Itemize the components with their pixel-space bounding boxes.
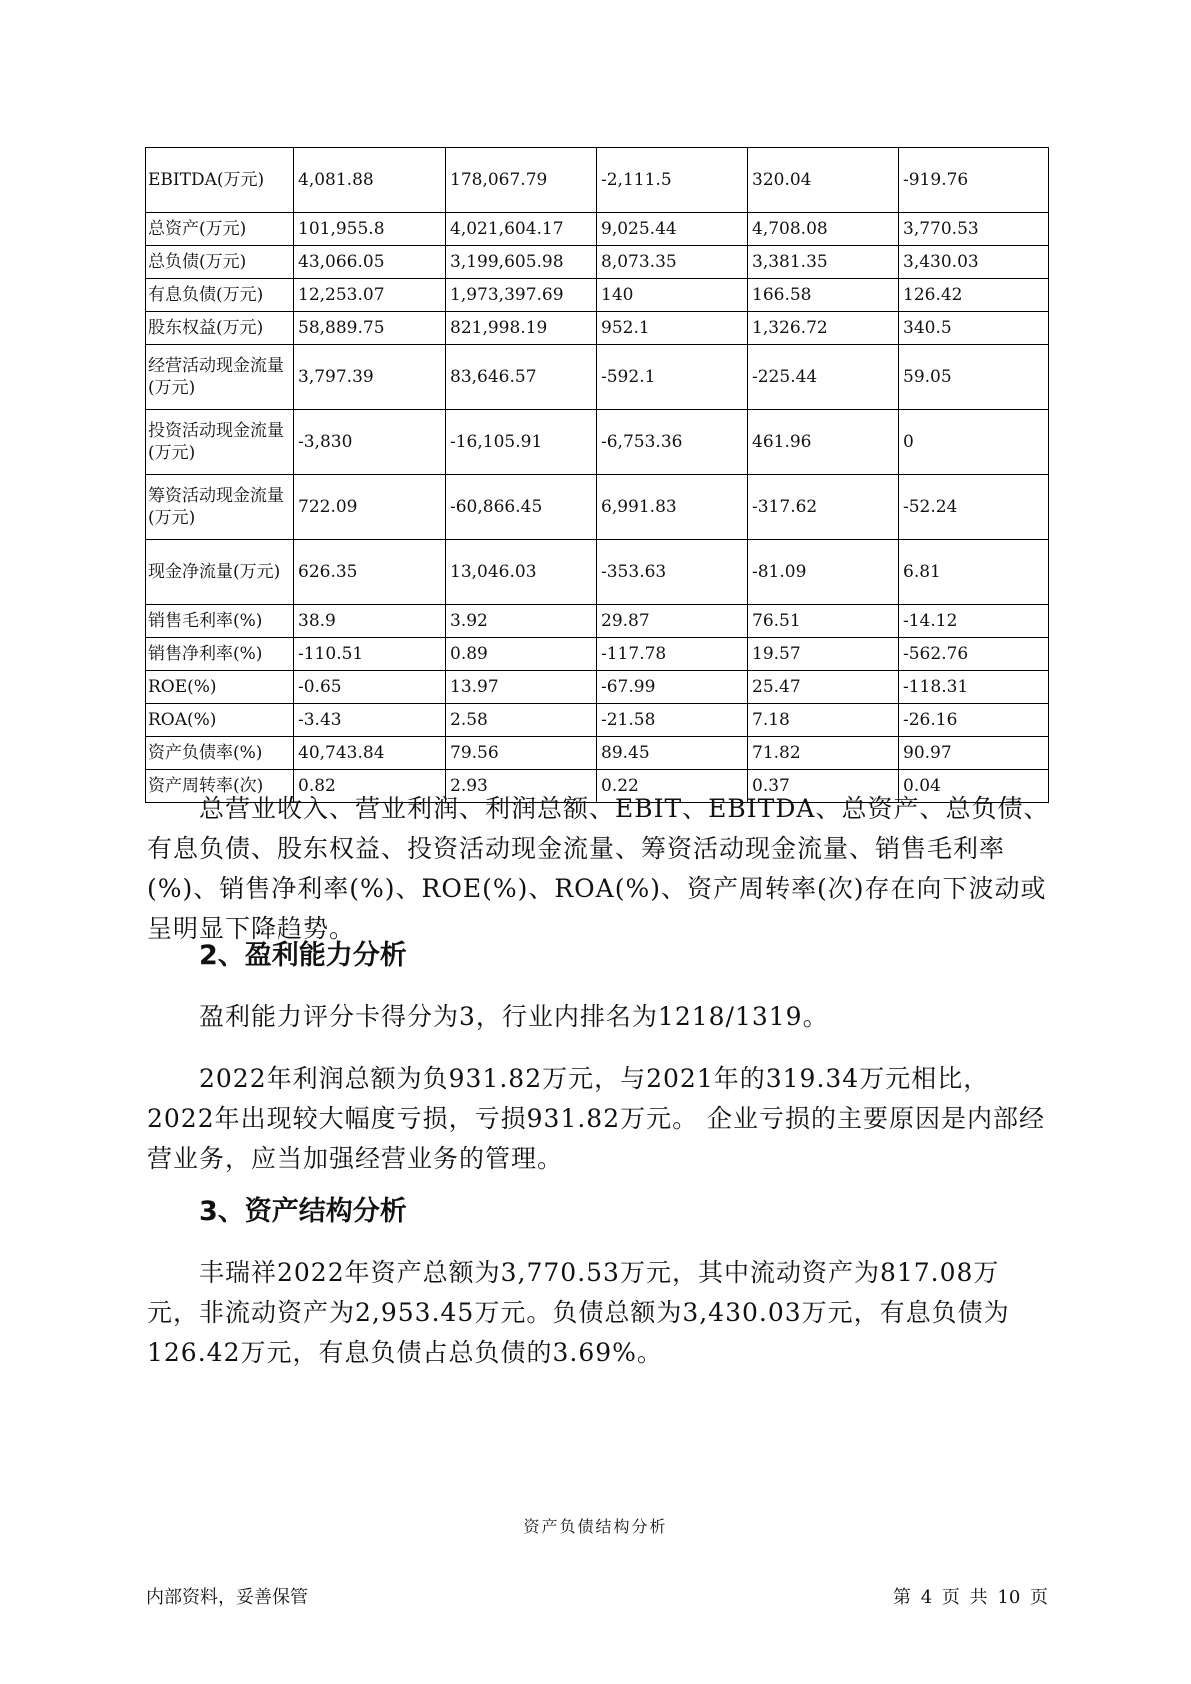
row-label-cell: 总负债(万元)	[146, 246, 294, 279]
value-cell: 89.45	[597, 737, 748, 770]
row-label-cell: EBITDA(万元)	[146, 148, 294, 213]
row-label-cell: 股东权益(万元)	[146, 312, 294, 345]
table-row	[146, 410, 1049, 475]
value-cell: -2,111.5	[597, 148, 748, 213]
table-body	[146, 148, 1049, 803]
value-cell: 6,991.83	[597, 475, 748, 540]
value-cell: 9,025.44	[597, 213, 748, 246]
value-cell: -60,866.45	[446, 475, 597, 540]
value-cell: -6,753.36	[597, 410, 748, 475]
row-label-cell: ROE(%)	[146, 671, 294, 704]
section-heading-profitability: 2、盈利能力分析	[199, 940, 407, 971]
value-cell: 3,797.39	[294, 345, 446, 410]
value-cell: 0	[899, 410, 1049, 475]
value-cell: 101,955.8	[294, 213, 446, 246]
table-row	[146, 345, 1049, 410]
value-cell: 0.82	[294, 770, 446, 803]
value-cell: 3,381.35	[748, 246, 899, 279]
value-cell: 7.18	[748, 704, 899, 737]
value-cell: 40,743.84	[294, 737, 446, 770]
value-cell: 59.05	[899, 345, 1049, 410]
value-cell: -353.63	[597, 540, 748, 605]
value-cell: 8,073.35	[597, 246, 748, 279]
row-label-cell: 总资产(万元)	[146, 213, 294, 246]
value-cell: 821,998.19	[446, 312, 597, 345]
row-label-cell: 经营活动现金流量(万元)	[146, 345, 294, 410]
value-cell: 58,889.75	[294, 312, 446, 345]
value-cell: -3,830	[294, 410, 446, 475]
footer-confidential-note: 内部资料，妥善保管	[146, 1587, 308, 1608]
value-cell: 140	[597, 279, 748, 312]
value-cell: 0.89	[446, 638, 597, 671]
table-row	[146, 279, 1049, 312]
value-cell: 29.87	[597, 605, 748, 638]
value-cell: 19.57	[748, 638, 899, 671]
value-cell: -0.65	[294, 671, 446, 704]
value-cell: 126.42	[899, 279, 1049, 312]
row-label-cell: 筹资活动现金流量(万元)	[146, 475, 294, 540]
value-cell: 626.35	[294, 540, 446, 605]
figure-caption: 资产负债结构分析	[523, 1517, 668, 1536]
trend-summary-paragraph: 总营业收入、营业利润、利润总额、EBIT、EBITDA、总资产、总负债、有息负债、股东权益、投资活动现金流量、筹资活动现金流量、销售毛利率(%)、销售净利率(%)、ROE(%)、ROA(%)、资产周转率(次)存在向下波动或呈明显下降趋势。	[147, 794, 1050, 943]
row-label-cell: 销售净利率(%)	[146, 638, 294, 671]
value-cell: -26.16	[899, 704, 1049, 737]
value-cell: 722.09	[294, 475, 446, 540]
financial-metrics-table	[145, 147, 1049, 803]
value-cell: 1,973,397.69	[446, 279, 597, 312]
table-row	[146, 671, 1049, 704]
table-row	[146, 704, 1049, 737]
value-cell: -67.99	[597, 671, 748, 704]
value-cell: -225.44	[748, 345, 899, 410]
profitability-score-paragraph: 盈利能力评分卡得分为3，行业内排名为1218/1319。	[199, 1002, 829, 1031]
value-cell: -592.1	[597, 345, 748, 410]
value-cell: 38.9	[294, 605, 446, 638]
value-cell: -118.31	[899, 671, 1049, 704]
value-cell: 4,081.88	[294, 148, 446, 213]
value-cell: 83,646.57	[446, 345, 597, 410]
value-cell: 4,021,604.17	[446, 213, 597, 246]
row-label-cell: ROA(%)	[146, 704, 294, 737]
value-cell: -562.76	[899, 638, 1049, 671]
value-cell: -21.58	[597, 704, 748, 737]
value-cell: 71.82	[748, 737, 899, 770]
value-cell: 13,046.03	[446, 540, 597, 605]
value-cell: -81.09	[748, 540, 899, 605]
table-row	[146, 605, 1049, 638]
value-cell: 12,253.07	[294, 279, 446, 312]
value-cell: 90.97	[899, 737, 1049, 770]
value-cell: -52.24	[899, 475, 1049, 540]
profit-loss-paragraph: 2022年利润总额为负931.82万元，与2021年的319.34万元相比，2022年出现较大幅度亏损，亏损931.82万元。 企业亏损的主要原因是内部经营业务，应当加强经营业务的管理。	[147, 1064, 1046, 1173]
row-label-cell: 有息负债(万元)	[146, 279, 294, 312]
value-cell: 13.97	[446, 671, 597, 704]
value-cell: 3,770.53	[899, 213, 1049, 246]
value-cell: -110.51	[294, 638, 446, 671]
value-cell: 3,199,605.98	[446, 246, 597, 279]
value-cell: 0.04	[899, 770, 1049, 803]
table-row	[146, 312, 1049, 345]
value-cell: 1,326.72	[748, 312, 899, 345]
value-cell: -919.76	[899, 148, 1049, 213]
table-row	[146, 540, 1049, 605]
value-cell: 2.93	[446, 770, 597, 803]
row-label-cell: 投资活动现金流量(万元)	[146, 410, 294, 475]
value-cell: -16,105.91	[446, 410, 597, 475]
value-cell: 76.51	[748, 605, 899, 638]
value-cell: 3.92	[446, 605, 597, 638]
value-cell: 4,708.08	[748, 213, 899, 246]
value-cell: 3,430.03	[899, 246, 1049, 279]
value-cell: 461.96	[748, 410, 899, 475]
value-cell: 25.47	[748, 671, 899, 704]
value-cell: -14.12	[899, 605, 1049, 638]
value-cell: 952.1	[597, 312, 748, 345]
value-cell: 0.37	[748, 770, 899, 803]
asset-structure-paragraph: 丰瑞祥2022年资产总额为3,770.53万元，其中流动资产为817.08万元，非流动资产为2,953.45万元。负债总额为3,430.03万元，有息负债为126.42万元，有息负债占总负债的3.69%。	[147, 1258, 1010, 1367]
table-row	[146, 148, 1049, 213]
table-row	[146, 246, 1049, 279]
value-cell: 166.58	[748, 279, 899, 312]
value-cell: -3.43	[294, 704, 446, 737]
row-label-cell: 销售毛利率(%)	[146, 605, 294, 638]
value-cell: 320.04	[748, 148, 899, 213]
row-label-cell: 现金净流量(万元)	[146, 540, 294, 605]
table-row	[146, 638, 1049, 671]
value-cell: 0.22	[597, 770, 748, 803]
table-row	[146, 475, 1049, 540]
value-cell: 2.58	[446, 704, 597, 737]
value-cell: 6.81	[899, 540, 1049, 605]
row-label-cell: 资产负债率(%)	[146, 737, 294, 770]
value-cell: 340.5	[899, 312, 1049, 345]
table-row	[146, 213, 1049, 246]
value-cell: 178,067.79	[446, 148, 597, 213]
footer-page-number: 第 4 页 共 10 页	[893, 1587, 1048, 1608]
row-label-cell: 资产周转率(次)	[146, 770, 294, 803]
value-cell: 79.56	[446, 737, 597, 770]
table-row	[146, 737, 1049, 770]
value-cell: -117.78	[597, 638, 748, 671]
value-cell: 43,066.05	[294, 246, 446, 279]
value-cell: -317.62	[748, 475, 899, 540]
section-heading-asset-structure: 3、资产结构分析	[199, 1196, 407, 1227]
